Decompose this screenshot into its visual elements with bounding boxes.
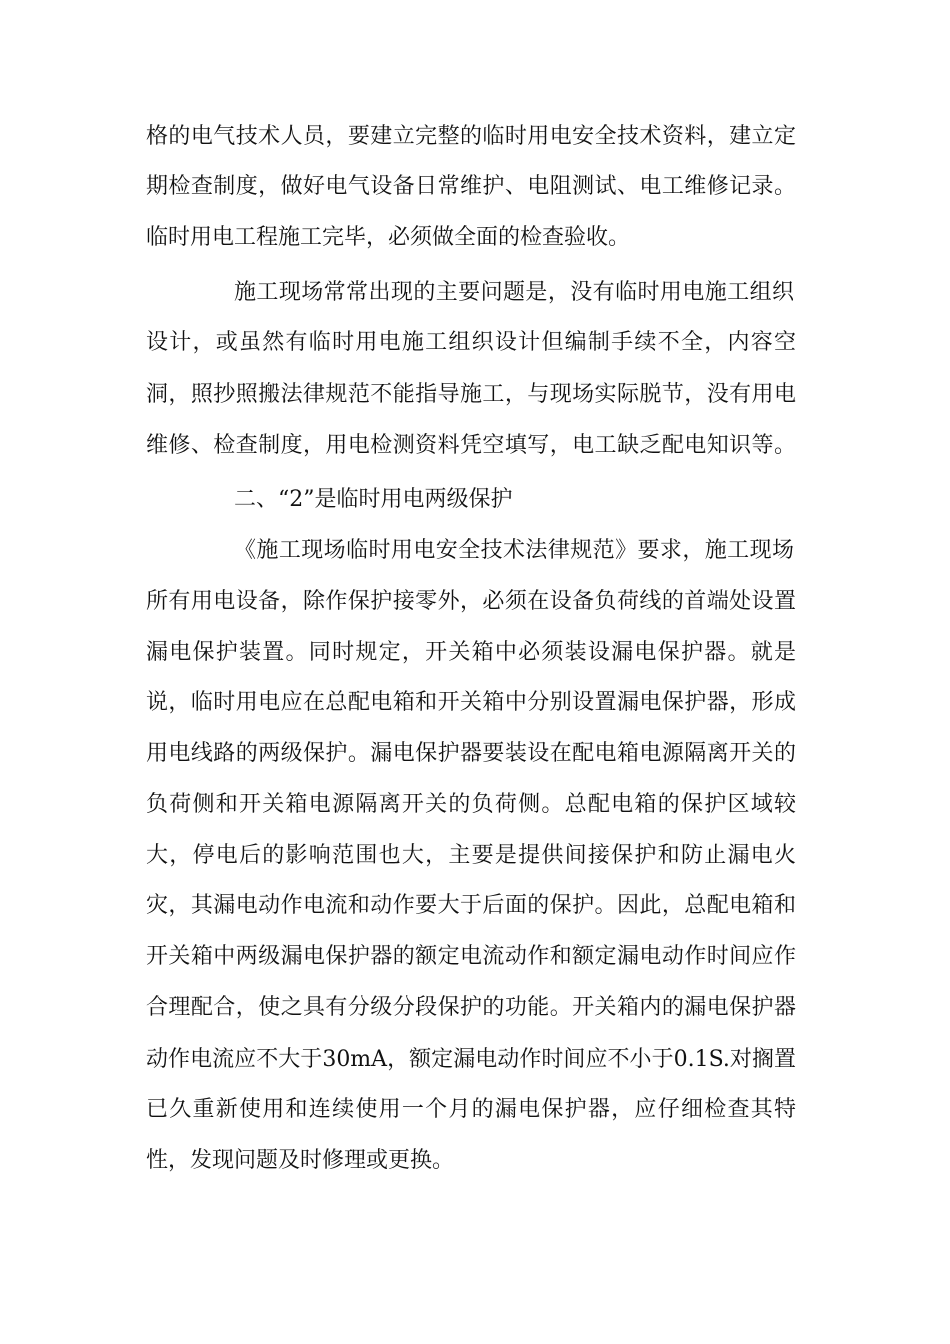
paragraph-3-line-9: 开关箱中两级漏电保护器的额定电流动作和额定漏电动作时间应作	[146, 944, 796, 969]
paragraph-2-line-3: 洞，照抄照搬法律规范不能指导施工，与现场实际脱节，没有用电	[146, 382, 796, 407]
paragraph-2-line-1: 施工现场常常出现的主要问题是，没有临时用电施工组织	[234, 280, 794, 305]
paragraph-1-line-3: 临时用电工程施工完毕，必须做全面的检查验收。	[146, 225, 631, 250]
paragraph-1-line-1: 格的电气技术人员，要建立完整的临时用电安全技术资料，建立定	[146, 124, 796, 149]
paragraph-3-line-5: 用电线路的两级保护。漏电保护器要装设在配电箱电源隔离开关的	[146, 741, 796, 766]
paragraph-3-line-13: 性，发现问题及时修理或更换。	[146, 1148, 455, 1173]
section-heading: 二、“2”是临时用电两级保护	[234, 487, 513, 512]
paragraph-3-line-8: 灾，其漏电动作电流和动作要大于后面的保护。因此，总配电箱和	[146, 893, 796, 918]
paragraph-2-line-4: 维修、检查制度，用电检测资料凭空填写，电工缺乏配电知识等。	[146, 433, 796, 458]
paragraph-3-line-4: 说，临时用电应在总配电箱和开关箱中分别设置漏电保护器，形成	[146, 690, 796, 715]
paragraph-3-line-3: 漏电保护装置。同时规定，开关箱中必须装设漏电保护器。就是	[146, 640, 796, 665]
paragraph-3-line-2: 所有用电设备，除作保护接零外，必须在设备负荷线的首端处设置	[146, 589, 796, 614]
paragraph-3-line-11: 动作电流应不大于30mA，额定漏电动作时间应不小于0.1S.对搁置	[146, 1047, 796, 1072]
paragraph-3-line-7: 大，停电后的影响范围也大，主要是提供间接保护和防止漏电火	[146, 843, 796, 868]
paragraph-2-line-2: 设计，或虽然有临时用电施工组织设计但编制手续不全，内容空	[146, 330, 796, 355]
paragraph-1-line-2: 期检查制度，做好电气设备日常维护、电阻测试、电工维修记录。	[146, 174, 796, 199]
paragraph-3-line-12: 已久重新使用和连续使用一个月的漏电保护器，应仔细检查其特	[146, 1097, 796, 1122]
paragraph-3-line-10: 合理配合，使之具有分级分段保护的功能。开关箱内的漏电保护器	[146, 995, 796, 1020]
paragraph-3-line-6: 负荷侧和开关箱电源隔离开关的负荷侧。总配电箱的保护区域较	[146, 792, 796, 817]
paragraph-3-line-1: 《施工现场临时用电安全技术法律规范》要求，施工现场	[234, 538, 794, 563]
